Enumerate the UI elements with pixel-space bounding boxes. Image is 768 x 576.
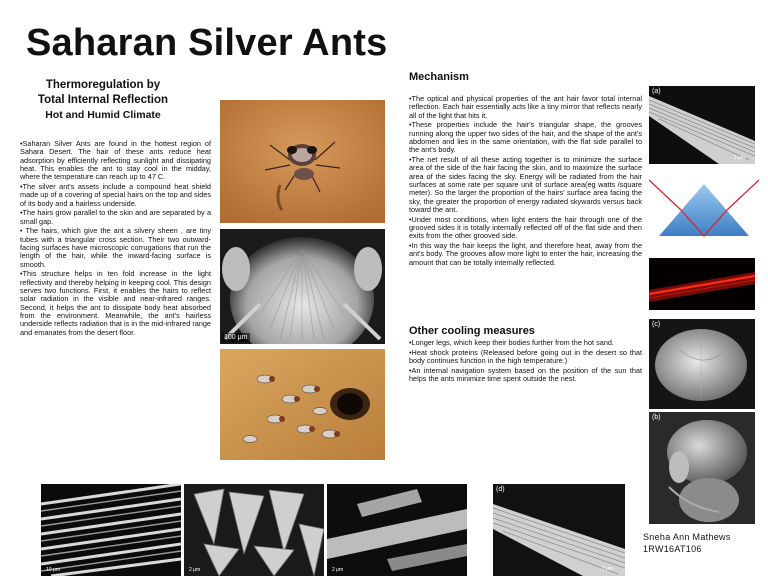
figure-label-c: (c)	[652, 321, 661, 328]
cooling-text	[409, 339, 642, 385]
page-title: Saharan Silver Ants	[26, 22, 388, 64]
mechanism-heading: Mechanism	[409, 71, 469, 83]
cooling-paragraph: •Longer legs, which keep their bodies further from the hot sand.	[409, 338, 614, 347]
hair-sem-image	[649, 86, 755, 164]
cooling-paragraph: •Heat shock proteins (Released before going out in the desert so that body continues function in the high temperature.)	[409, 347, 642, 366]
hair-array-sem-image-2	[327, 484, 467, 576]
left-paragraph: •The hairs grow parallel to the skin and are separated by a small gap.	[20, 208, 211, 226]
heading-line-2: Total Internal Reflection	[37, 94, 169, 106]
mechanism-paragraph: •The optical and physical properties of the ant hair favor total internal reflection. Each hair essentially acts like a tiny mirror that reflects nearly all of the light that hits it.	[409, 94, 642, 120]
ants-at-nest-photo	[220, 349, 385, 460]
mechanism-paragraph: •These properties include the hair's triangular shape, the grooves running along the upper two sides of the hair, and the shape of the ant's abdomen and lies in the same orientation, with the flat side parallel to the ant's body.	[409, 120, 642, 155]
figure-label-d: (d)	[496, 486, 505, 493]
thermoregulation-heading	[18, 78, 188, 123]
figure-label-b: (b)	[652, 414, 661, 421]
mechanism-paragraph: •Under most conditions, when light enters the hair through one of the grooved sides it is totally internally reflected off of the flat side and then exits from the other grooved side.	[409, 214, 642, 241]
author-name: Sneha Ann Mathews	[643, 532, 731, 542]
thermoregulation-text	[20, 140, 211, 338]
ant-body-sem-image	[649, 319, 755, 409]
hair-bottom-scale-label: 1 μm	[601, 566, 613, 572]
left-paragraph: •The silver ant's assets include a compound heat shield made up of a covering of special hairs on the top and sides of its body and a hairless underside.	[20, 181, 211, 208]
left-paragraph: • The hairs, which give the ant a silvery sheen , are tiny tubes with a triangular cross section. Their two outward-facing surfaces have microscopic corrugations that run the length of the hair, while the inward-facing surface is smooth.	[20, 226, 211, 269]
mechanism-text	[409, 95, 642, 268]
hair-grooves-sem-image	[493, 484, 625, 576]
left-paragraph: •Saharan Silver Ants are found in the hottest region of Sahara Desert. The hair of these ants reduce heat adsorption by efficiently reflecting sunlight and dissipating heat. This enables the ant to stay cool in the midday, where the temperature can reach up to 47 C.	[20, 139, 211, 182]
cooling-heading: Other cooling measures	[409, 325, 535, 337]
total-internal-reflection-diagram	[649, 172, 759, 248]
mechanism-paragraph: •In this way the hair keeps the light, and therefore heat, away from the ant's body. The grooves allow more light to enter the hair, increasing the amount that can be totally internally reflected.	[409, 241, 642, 267]
mechanism-paragraph: •The net result of all these acting together is to minimize the surface area of the side of the hair facing the skin, and to maximize the surface area of the sides facing the sky. Energy will be radiated from the hair surfaces at some rate per square unit of surface area(eg watts /square meter). So the larger the proportion of the hairs' surface area facing the sky, the greater the proportion of energy radiated skywards versus back toward the ant.	[409, 155, 642, 214]
figure-label-a: (a)	[652, 88, 661, 95]
sem1-scale-label: 10 μm	[46, 567, 60, 573]
author-block	[643, 531, 731, 555]
cooling-paragraph: •An internal navigation system based on the position of the sun that helps the ants minimize time spent outside the nest.	[409, 365, 642, 384]
ant-head-sem-photo	[220, 229, 385, 344]
sem3-scale-label: 2 μm	[332, 567, 344, 573]
ant-head-side-sem-image	[649, 412, 755, 524]
hair-cross-section-sem-image	[184, 484, 324, 576]
author-id: 1RW16AT106	[643, 544, 702, 554]
head-scale-label: 100 μm	[224, 334, 248, 341]
ant-on-sand-photo	[220, 100, 385, 223]
light-in-hair-image	[649, 258, 755, 310]
heading-line-3: Hot and Humid Climate	[45, 109, 161, 121]
hair-scale-label: 1 μm	[733, 155, 745, 161]
sem2-scale-label: 2 μm	[189, 567, 201, 573]
left-paragraph: •This structure helps in ten fold increase in the light reflectivity and thereby helping in keeping cool. This design serves two functions. First, it enables the hairs to reflect solar radiation in the visible and near-infrared ranges. Second, it helps the ant to dissipate body heat absorbed from the environment. Meanwhile, the ant's hairless underside reflects radiation that is in the mid-infrared range and emanates from the desert floor.	[20, 269, 211, 337]
hair-array-sem-image-1	[41, 484, 181, 576]
heading-line-1: Thermoregulation by	[45, 79, 161, 91]
